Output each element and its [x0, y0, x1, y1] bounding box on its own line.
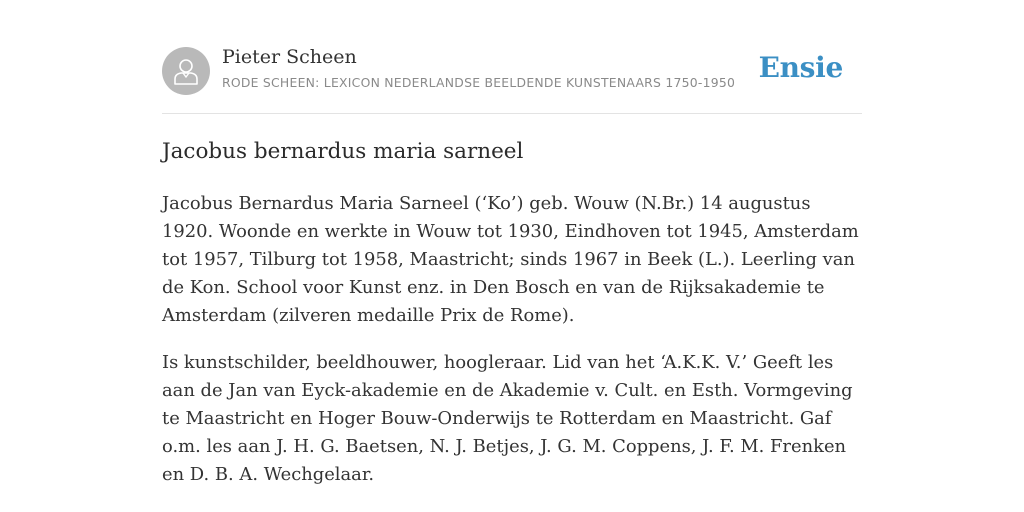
author-avatar[interactable]: [162, 47, 210, 95]
page-container: [162, 0, 862, 485]
source-title[interactable]: RODE SCHEEN: LEXICON NEDERLANDSE BEELDENDE KUNSTENAARS 1750-1950: [222, 75, 736, 90]
article-paragraph: Is kunstschilder, beeldhouwer, hoogleraar. Lid van het ‘A.K.K. V.’ Geeft les aan de Jan van Eyck-akademie en de Akademie v. Cult. en Esth. Vormgeving te Maastricht en Hoger Bouw-Onderwijs te Rotterdam en Maastricht. Gaf o.m. les aan J. H. G. Baetsen, N. J. Betjes, J. G. M. Coppens, J. F. M. Frenken en D. B. A. Wechgelaar.: [162, 352, 853, 485]
author-name[interactable]: Pieter Scheen: [222, 46, 357, 68]
article-paragraph: Jacobus Bernardus Maria Sarneel (‘Ko’) geb. Wouw (N.Br.) 14 augustus 1920. Woonde en werkte in Wouw tot 1930, Eindhoven tot 1945, Amsterdam tot 1957, Tilburg tot 1958, Maastricht; sinds 1967 in Beek (L.). Leerling van de Kon. School voor Kunst enz. in Den Bosch en van de Rijksakademie te Amsterdam (zilveren medaille Prix de Rome).: [162, 193, 859, 326]
article-title: Jacobus bernardus maria sarneel: [162, 139, 524, 164]
user-icon: [173, 57, 199, 85]
ensie-logo[interactable]: Ensie: [758, 51, 843, 84]
author-header: [162, 0, 862, 114]
